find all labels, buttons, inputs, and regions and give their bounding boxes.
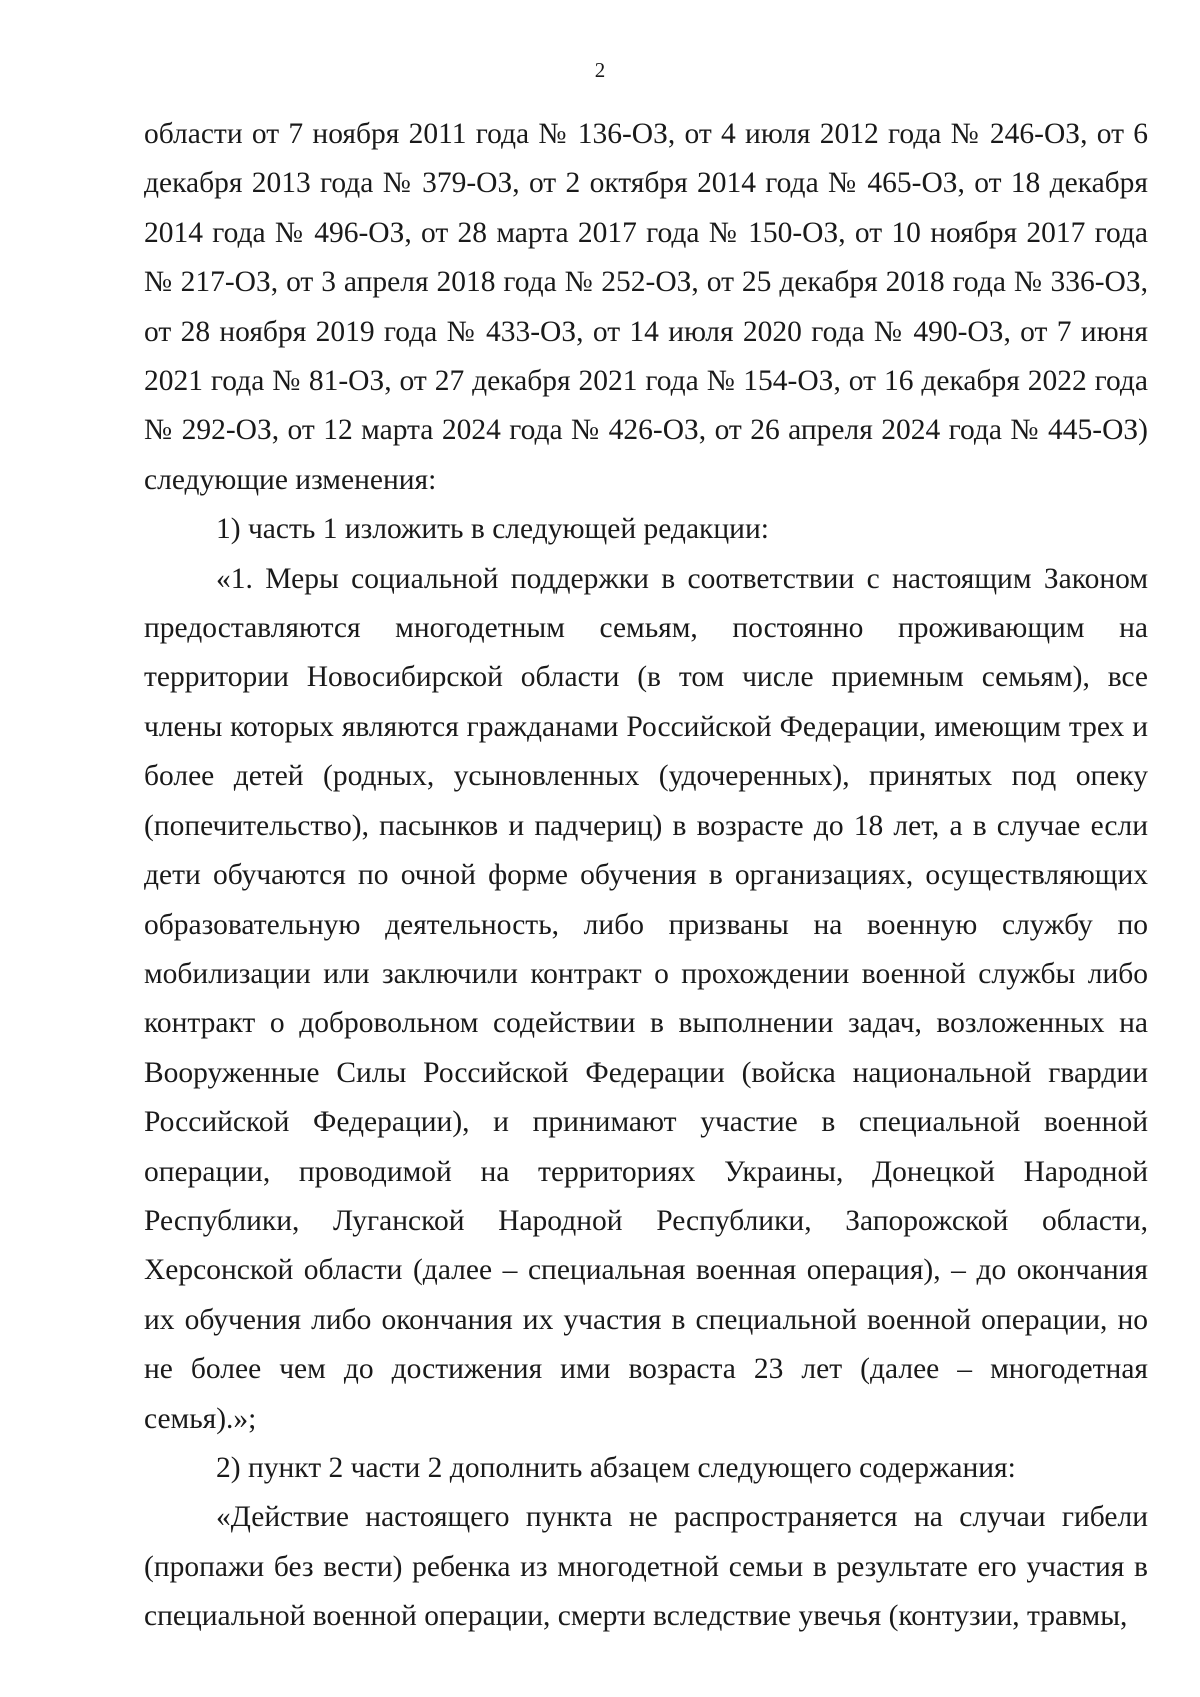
page-number: 2 xyxy=(594,58,606,82)
paragraph-part-1-new-wording: «1. Меры социальной поддержки в соответствии с настоящим Законом предоставляются многодетным семьям, постоянно проживающим на территории Новосибирской области (в том числе приемным семьям), все члены которых являются гражданами Российской Федерации, имеющим трех и более детей (родных, усыновленных (удочеренных), принятых под опеку (попечительство), пасынков и падчериц) в возрасте до 18 лет, а в случае если дети обучаются по очной форме обучения в организациях, осуществляющих образовательную деятельность, либо призваны на военную службу по мобилизации или заключили контракт о прохождении военной службы либо контракт о добровольном содействии в выполнении задач, возложенных на Вооруженные Силы Российской Федерации (войска национальной гвардии Российской Федерации), и принимают участие в специальной военной операции, проводимой на территориях Украины, Донецкой Народной Республики, Луганской Народной Республики, Запорожской области, Херсонской области (далее – специальная военная операция), – до окончания их обучения либо окончания их участия в специальной военной операции, но не более чем до достижения ими возраста 23 лет (далее – многодетная семья).»; xyxy=(144,562,1148,1435)
paragraph-new-clause: «Действие настоящего пункта не распространяется на случаи гибели (пропажи без вести) ребенка из многодетной семьи в результате его участия в специальной военной операции, смерти вследствие увечья (контузии, травмы, xyxy=(144,1501,1148,1633)
paragraph-amended-laws-list: области от 7 ноября 2011 года № 136-ОЗ, от 4 июля 2012 года № 246-ОЗ, от 6 декабря 2013 года № 379-ОЗ, от 2 октября 2014 года № 465-ОЗ, от 18 декабря 2014 года № 496-ОЗ, от 28 марта 2017 года № 150-ОЗ, от 10 ноября 2017 года № 217-ОЗ, от 3 апреля 2018 года № 252-ОЗ, от 25 декабря 2018 года № 336-ОЗ, от 28 ноября 2019 года № 433-ОЗ, от 14 июля 2020 года № 490-ОЗ, от 7 июня 2021 года № 81-ОЗ, от 27 декабря 2021 года № 154-ОЗ, от 16 декабря 2022 года № 292-ОЗ, от 12 марта 2024 года № 426-ОЗ, от 26 апреля 2024 года № 445-ОЗ) следующие изменения: xyxy=(144,118,1148,496)
paragraph-item-2: 2) пункт 2 части 2 дополнить абзацем следующего содержания: xyxy=(216,1451,1016,1484)
paragraph-item-1: 1) часть 1 изложить в следующей редакции: xyxy=(216,513,769,546)
document-body xyxy=(144,110,1148,1642)
